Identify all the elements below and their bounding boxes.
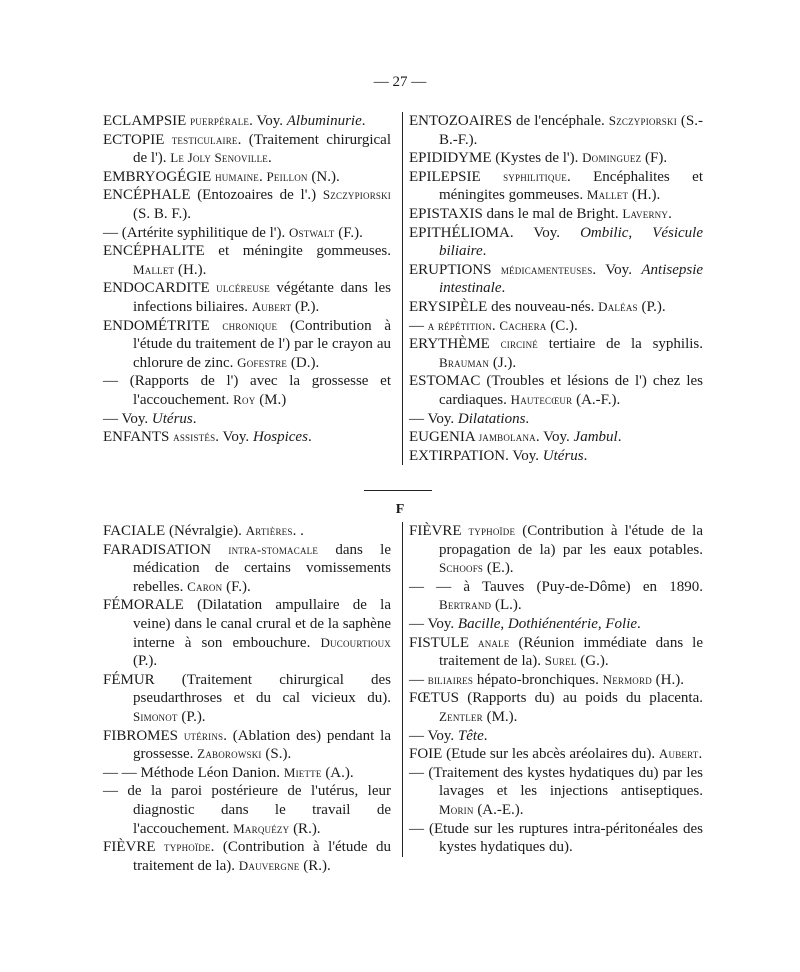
index-entry: — a répétition. Cachera (C.). bbox=[409, 317, 578, 334]
index-column-e-right bbox=[402, 112, 703, 465]
index-entry: EPIDIDYME (Kystes de l'). Dominguez (F). bbox=[409, 150, 668, 167]
index-entry: FIBROMES utérins. (Ablation des) pendant la grossesse. Zaborowski (S.). bbox=[103, 727, 391, 763]
index-entry: ENFANTS assistés. Voy. Hospices. bbox=[103, 429, 312, 446]
index-entry: — (Etude sur les ruptures intra-péritonéales des kystes hydatiques du). bbox=[409, 820, 703, 856]
index-column-e-left bbox=[103, 112, 391, 447]
index-entry: ENCÉPHALITE et méningite gommeuses. Mallet (H.). bbox=[103, 243, 391, 278]
index-entry: — (Traitement des kystes hydatiques du) par les lavages et les injections antiseptiques. Morin (A.-E.). bbox=[409, 764, 703, 818]
index-entry: FARADISATION intra-stomacale dans le médication de certains vomissements rebelles. Caron (F.). bbox=[103, 541, 391, 595]
index-entry: EMBRYOGÉGIE humaine. Peillon (N.). bbox=[103, 168, 340, 185]
index-entry: ECLAMPSIE puerpérale. Voy. Albuminurie. bbox=[103, 113, 366, 129]
index-entry: EUGENIA jambolana. Voy. Jambul. bbox=[409, 429, 622, 446]
index-entry: ERYTHÈME circiné tertiaire de la syphilis. Brauman (J.). bbox=[409, 336, 703, 371]
page-number: — 27 — bbox=[373, 74, 427, 90]
index-entry: ESTOMAC (Troubles et lésions de l') chez les cardiaques. Hautecœur (A.-F.). bbox=[409, 373, 703, 408]
index-entry: — Voy. Utérus. bbox=[103, 410, 197, 427]
index-entry: ERUPTIONS médicamenteuses. Voy. Antisepsie intestinale. bbox=[409, 261, 704, 297]
index-entry: — de la paroi postérieure de l'utérus, leur diagnostic dans le travail de l'accouchement. Marquézy (R.). bbox=[103, 783, 391, 837]
index-column-f-left bbox=[103, 522, 391, 875]
index-entry: EPISTAXIS dans le mal de Bright. Laverny. bbox=[409, 205, 672, 222]
index-entry: ENTOZOAIRES de l'encéphale. Szczypiorski (S.-B.-F.). bbox=[409, 113, 703, 148]
index-entry: — (Rapports de l') avec la grossesse et l'accouchement. Roy (M.) bbox=[103, 373, 391, 408]
index-entry: ECTOPIE testiculaire. (Traitement chirurgical de l'). Le Joly Senoville. bbox=[103, 131, 391, 167]
index-entry: ERYSIPÈLE des nouveau-nés. Daléas (P.). bbox=[409, 298, 666, 315]
section-letter-heading: F bbox=[395, 502, 405, 517]
index-entry: EPILEPSIE syphilitique. Encéphalites et méningites gommeuses. Mallet (H.). bbox=[409, 168, 703, 204]
index-entry: — Voy. Bacille, Dothiénentérie, Folie. bbox=[409, 615, 641, 632]
index-entry: FŒTUS (Rapports du) au poids du placenta. Zentler (M.). bbox=[409, 690, 703, 725]
index-column-f-right bbox=[402, 522, 703, 857]
index-entry: FÉMUR (Traitement chirurgical des pseudarthroses et du cal vicieux du). Simonot (P.). bbox=[103, 671, 391, 725]
index-entry: — (Artérite syphilitique de l'). Ostwalt (F.). bbox=[103, 224, 363, 241]
index-entry: FÉMORALE (Dilatation ampullaire de la veine) dans le canal crural et de la saphène interne à son embouchure. Ducourtioux (P.). bbox=[103, 597, 391, 670]
index-entry: — Voy. Tête. bbox=[409, 727, 488, 744]
index-entry: EPITHÉLIOMA. Voy. Ombilic, Vésicule biliaire. bbox=[409, 224, 703, 260]
index-entry: FACIALE (Névralgie). Artières. . bbox=[103, 523, 304, 539]
index-entry: ENDOCARDITE ulcéreuse végétante dans les infections biliaires. Aubert (P.). bbox=[103, 280, 392, 315]
section-divider bbox=[364, 490, 432, 491]
index-entry: — Voy. Dilatations. bbox=[409, 410, 530, 427]
index-entry: — — Méthode Léon Danion. Miette (A.). bbox=[103, 764, 354, 781]
index-entry: — — à Tauves (Puy-de-Dôme) en 1890. Bertrand (L.). bbox=[409, 578, 703, 614]
index-entry: — biliaires hépato-bronchiques. Nermord (H.). bbox=[409, 671, 684, 688]
index-entry: FIÈVRE typhoïde. (Contribution à l'étude du traitement de la). Dauvergne (R.). bbox=[103, 839, 391, 874]
index-entry: EXTIRPATION. Voy. Utérus. bbox=[409, 447, 588, 464]
index-entry: ENDOMÉTRITE chronique (Contribution à l'étude du traitement de l') par le crayon au chlorure de zinc. Gofestre (D.). bbox=[103, 317, 391, 371]
index-entry: FIÈVRE typhoïde (Contribution à l'étude de la propagation de la) par les eaux potables. Schoofs (E.). bbox=[409, 523, 703, 577]
index-entry: FISTULE anale (Réunion immédiate dans le traitement de la). Surel (G.). bbox=[409, 634, 703, 670]
index-entry: FOIE (Etude sur les abcès aréolaires du). Aubert. bbox=[409, 746, 703, 763]
index-entry: ENCÉPHALE (Entozoaires de l'.) Szczypiorski (S. B. F.). bbox=[103, 187, 391, 222]
